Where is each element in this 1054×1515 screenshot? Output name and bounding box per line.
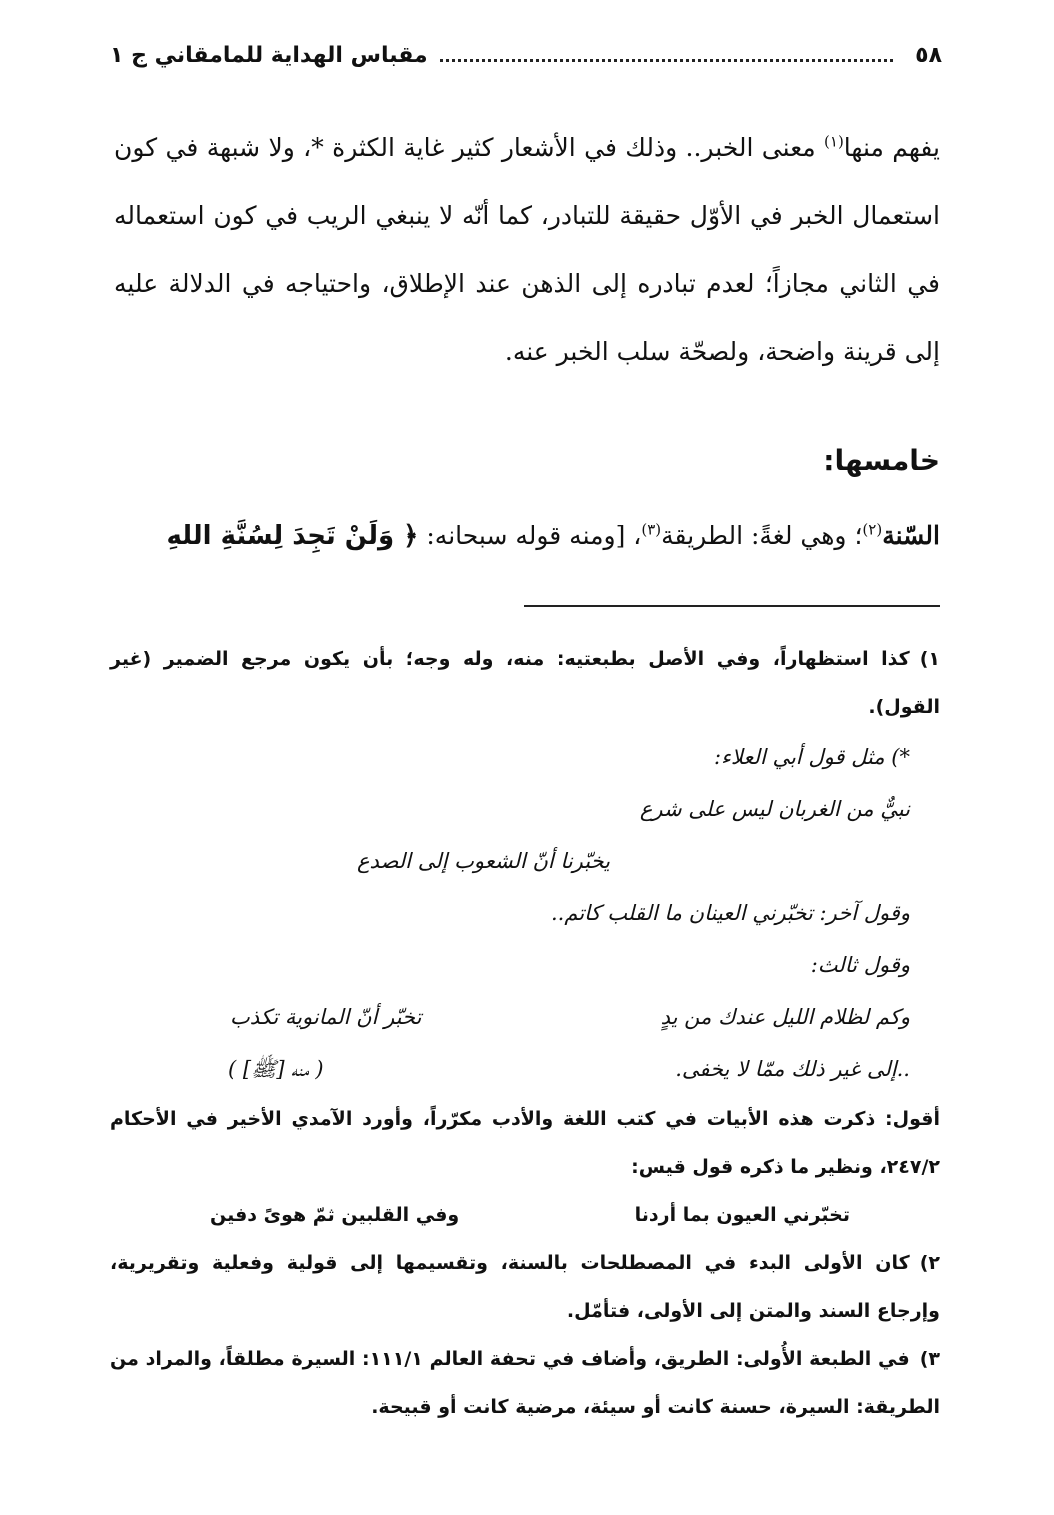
author-attribution: ( منه [ﷺ] ): [228, 1057, 324, 1081]
editor-comment: أقول: ذكرت هذه الأبيات في كتب اللغة والأدب مكرّراً، وأورد الآمدي الأخير في الأحكام ٢٤٧/٢، ونظير ما ذكره قول قيس:: [110, 1108, 940, 1178]
poetry-closing: [110, 1043, 910, 1095]
section-heading: خامسها:: [823, 444, 940, 477]
poetry-couplet: [110, 991, 910, 1043]
poetry-line: يخبّرنا أنّ الشعوب إلى الصدع: [357, 849, 610, 873]
footnote-ref-1: (١): [824, 132, 844, 151]
poetry-line: نبيٌّ من الغربان ليس على شرع: [639, 797, 910, 821]
quran-verse: ﴿ وَلَنْ تَجِدَ لِسُنَّةِ اللهِ: [166, 521, 419, 551]
footnote-number: ١): [919, 648, 940, 670]
sunna-definition: [114, 506, 940, 566]
footnotes: [110, 635, 940, 1431]
poetry-line: وقول ثالث:: [810, 953, 910, 977]
poetry-note: [110, 731, 940, 1095]
footnote-3: [110, 1335, 940, 1431]
footnote-divider: [524, 605, 940, 607]
footnote-2: [110, 1239, 940, 1335]
hemistich-first: وكم لظلام الليل عندك من يدٍ: [660, 1005, 910, 1029]
poetry-line: وقول آخر: تخبّرني العينان ما القلب كاتم..: [551, 901, 910, 925]
hemistich-second: تخبّر أنّ المانوية تكذب: [230, 1005, 422, 1029]
definition-continuation: ، [ومنه قوله سبحانه:: [418, 521, 642, 550]
hemistich-second: وفي القلبين ثمّ هوىً دفين: [210, 1204, 460, 1226]
paragraph-start: يفهم منها: [843, 133, 941, 162]
footnote-number: ٢): [919, 1252, 940, 1274]
qays-couplet: [110, 1191, 940, 1239]
page-header: [110, 34, 942, 76]
footnote-1: [110, 635, 940, 731]
footnote-number: ٣): [919, 1348, 940, 1370]
footnote-text: كان الأولى البدء في المصطلحات بالسنة، وتقسيمها إلى قولية وفعلية وتقريرية، وإرجاع السند والمتن إلى الأولى، فتأمّل.: [110, 1252, 940, 1322]
paragraph-rest: معنى الخبر.. وذلك في الأشعار كثير غاية الكثرة *، ولا شبهة في كون استعمال الخبر في الأوّل حقيقة للتبادر، كما أنّه لا ينبغي الريب في كون استعماله في الثاني مجازاً؛ لعدم تبادره إلى الذهن عند الإطلاق، واحتياجه في الدلالة عليه إلى قرينة واضحة، ولصحّة سلب الخبر عنه.: [114, 133, 940, 366]
main-text: [114, 114, 940, 386]
term-sunna: السّنة: [882, 521, 940, 550]
page-number: ٥٨: [915, 42, 942, 68]
body-paragraph: [114, 114, 940, 386]
header-dot-leader: [440, 59, 893, 62]
footnote-text: كذا استظهاراً، وفي الأصل بطبعتيه: منه، وله وجه؛ بأن يكون مرجع الضمير (غير القول).: [110, 648, 940, 718]
poetry-intro: *) مثل قول أبي العلاء:: [713, 745, 910, 769]
poetry-closing-text: ..إلى غير ذلك ممّا لا يخفى.: [675, 1057, 910, 1081]
footnote-ref-2: (٢): [862, 520, 883, 539]
footnote-text: في الطبعة الأُولى: الطريق، وأضاف في تحفة العالم ١١١/١: السيرة مطلقاً، والمراد من الطريقة: السيرة، حسنة كانت أو سيئة، مرضية كانت أو قبيحة.: [110, 1348, 940, 1418]
running-title: مقباس الهداية للمامقاني ج ١: [110, 42, 428, 68]
hemistich-first: تخبّرني العيون بما أردنا: [634, 1204, 850, 1226]
footnote-ref-3: (٣): [641, 520, 662, 539]
definition-text: ؛ وهي لغةً: الطريقة: [661, 521, 863, 550]
